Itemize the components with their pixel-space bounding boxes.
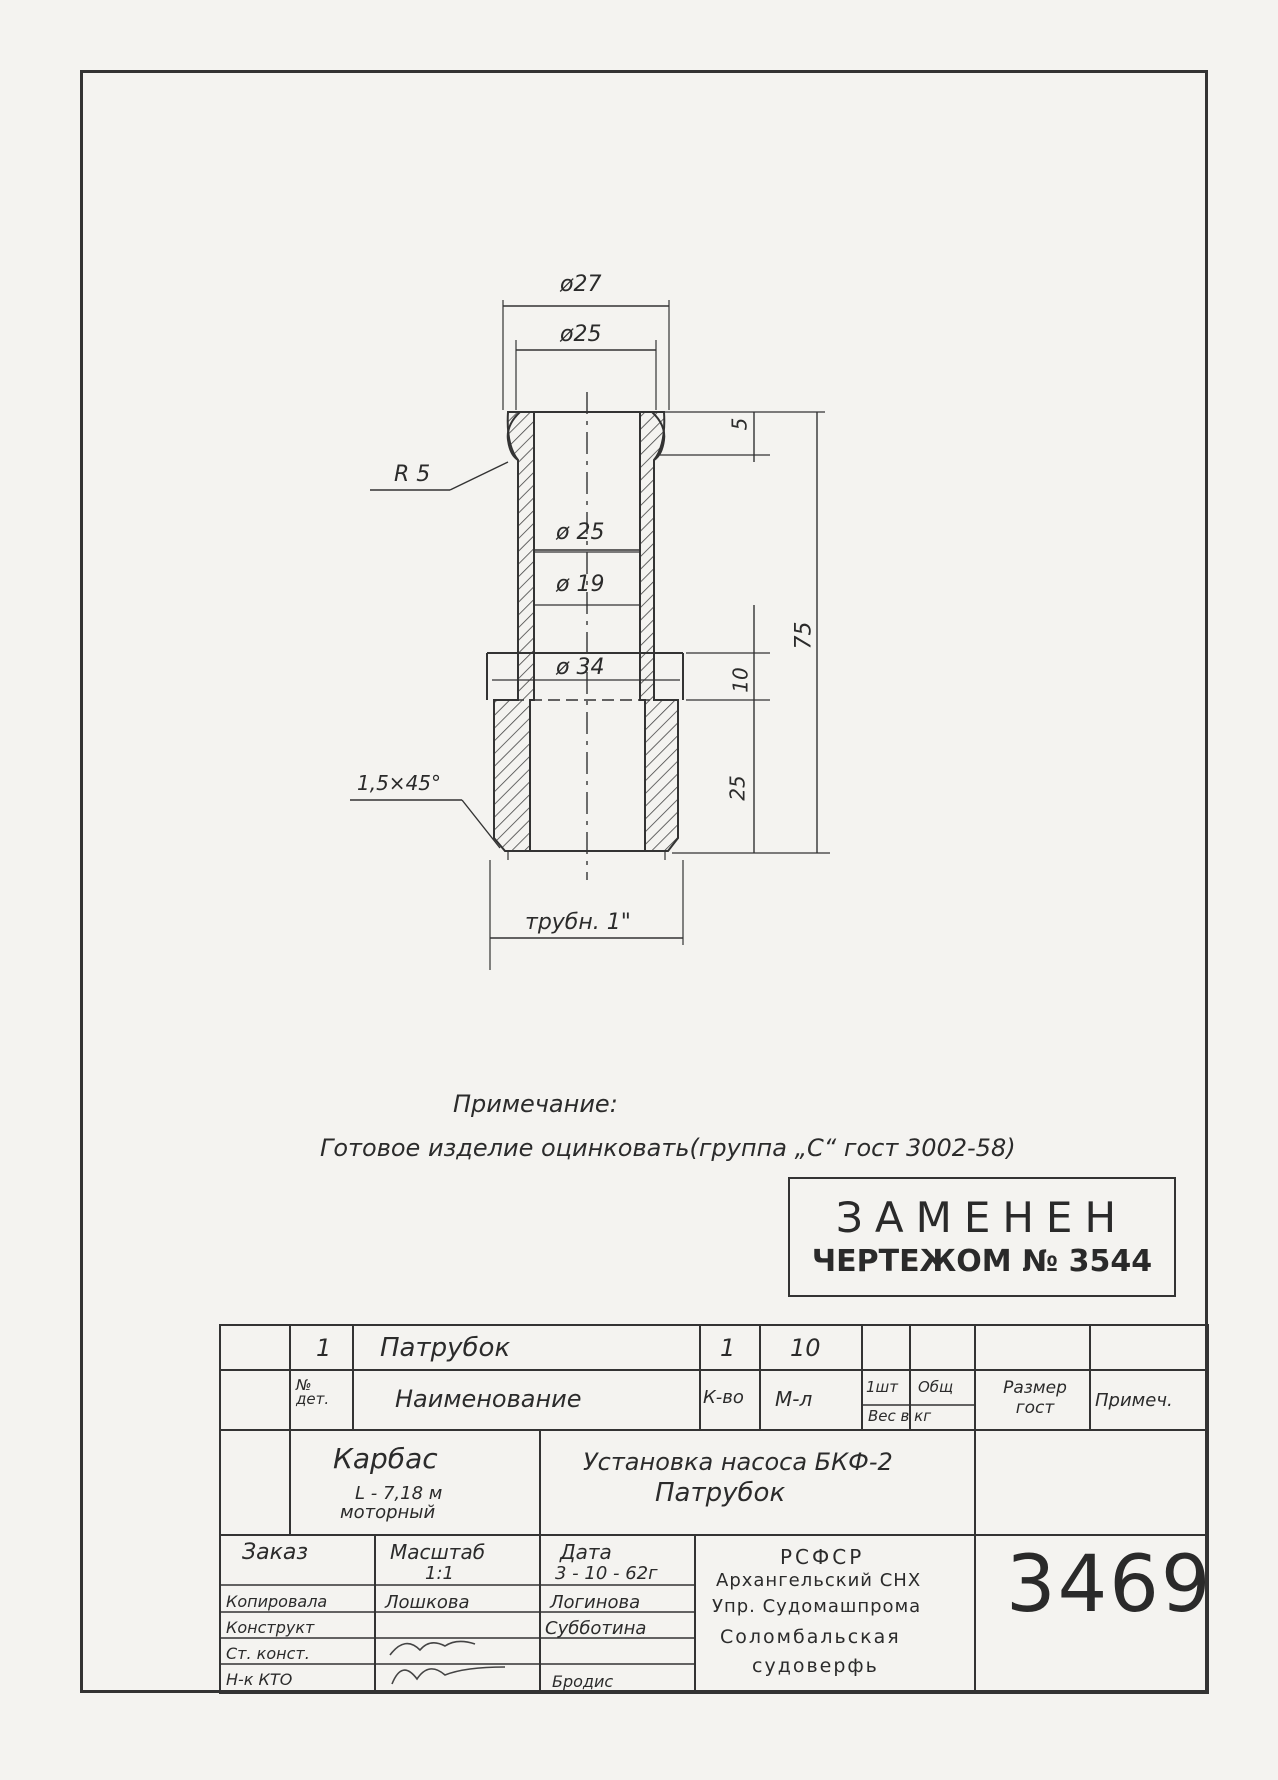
dim-thread-len-label: 25 xyxy=(725,775,750,801)
designer-label: Конструкт xyxy=(226,1618,315,1637)
copied-label: Копировала xyxy=(226,1592,328,1611)
spec-header-qty: К-во xyxy=(703,1387,744,1408)
dim-inner-top-label: ø25 xyxy=(560,322,602,347)
dim-flange-height-label: 10 xyxy=(728,667,753,693)
spec-row-qty: 1 xyxy=(720,1334,736,1362)
spec-header-size: Размер гост xyxy=(1003,1378,1067,1418)
stamp-line2: ЧЕРТЕЖОМ № 3544 xyxy=(811,1244,1153,1279)
spec-header-material: М-л xyxy=(775,1387,813,1411)
senior-label: Ст. конст. xyxy=(226,1644,310,1663)
spec-header-det: № дет. xyxy=(296,1376,330,1408)
dim-outer-label: ø27 xyxy=(560,272,602,297)
date-label: Дата xyxy=(560,1540,612,1564)
spec-row-number: 1 xyxy=(316,1334,332,1362)
org-line-2: Архангельский СНХ xyxy=(716,1570,922,1591)
spec-header-note: Примеч. xyxy=(1095,1390,1173,1411)
spec-row-name: Патрубок xyxy=(380,1333,511,1363)
right-wall-top xyxy=(640,412,664,653)
assembly-name: Установка насоса БКФ-2 xyxy=(583,1448,893,1476)
drawing-number: 3469 xyxy=(1006,1540,1213,1630)
org-line-4: Соломбальская xyxy=(720,1626,901,1648)
spec-header-name: Наименование xyxy=(395,1385,582,1413)
signature-senior xyxy=(390,1641,475,1655)
spec-header-weight-1: 1шт xyxy=(866,1378,899,1396)
vessel-type: моторный xyxy=(340,1502,436,1523)
order-label: Заказ xyxy=(242,1540,309,1565)
right-wall-bottom xyxy=(640,653,683,851)
dim-radius-label: R 5 xyxy=(394,462,431,487)
left-wall-bottom xyxy=(487,653,534,851)
replaced-stamp xyxy=(788,1177,1176,1297)
dim-chamfer-label: 1,5×45° xyxy=(357,771,442,795)
stamp-line1: ЗАМЕНЕН xyxy=(835,1193,1129,1242)
dim-bore-19-label: ø 19 xyxy=(556,572,605,597)
spec-header-weight-2: Общ xyxy=(918,1378,954,1396)
signature-head xyxy=(392,1667,505,1684)
date-value: 3 - 10 - 62г xyxy=(555,1563,658,1584)
head-name: Бродис xyxy=(552,1672,614,1691)
dim-flange-label: ø 34 xyxy=(556,655,605,680)
scale-label: Масштаб xyxy=(390,1540,486,1564)
spec-row-material: 10 xyxy=(790,1334,821,1362)
head-label: Н-к КТО xyxy=(226,1670,293,1689)
org-line-3: Упр. Судомашпрома xyxy=(712,1596,922,1617)
note-title: Примечание: xyxy=(453,1090,618,1118)
copied-name: Лошкова xyxy=(385,1592,470,1613)
org-line-1: РСФСР xyxy=(780,1545,865,1569)
org-line-5: судоверфь xyxy=(752,1655,879,1677)
dim-total-label: 75 xyxy=(791,621,817,650)
dim-pipe-label: трубн. 1" xyxy=(525,910,631,935)
dim-top-height-label: 5 xyxy=(727,417,752,431)
dim-bore-25-label: ø 25 xyxy=(556,520,605,545)
vessel-name: Карбас xyxy=(333,1442,438,1475)
vessel-length: L - 7,18 м xyxy=(355,1483,443,1504)
scale-value: 1:1 xyxy=(425,1563,454,1584)
spec-header-weight: Вес в кг xyxy=(868,1407,932,1425)
copied-signer: Логинова xyxy=(550,1592,641,1613)
part-name: Патрубок xyxy=(655,1478,786,1508)
designer-name: Субботина xyxy=(545,1618,647,1639)
left-wall-top xyxy=(508,412,534,653)
note-text: Готовое изделие оцинковать(группа „С“ гост 3002-58) xyxy=(320,1134,1016,1162)
